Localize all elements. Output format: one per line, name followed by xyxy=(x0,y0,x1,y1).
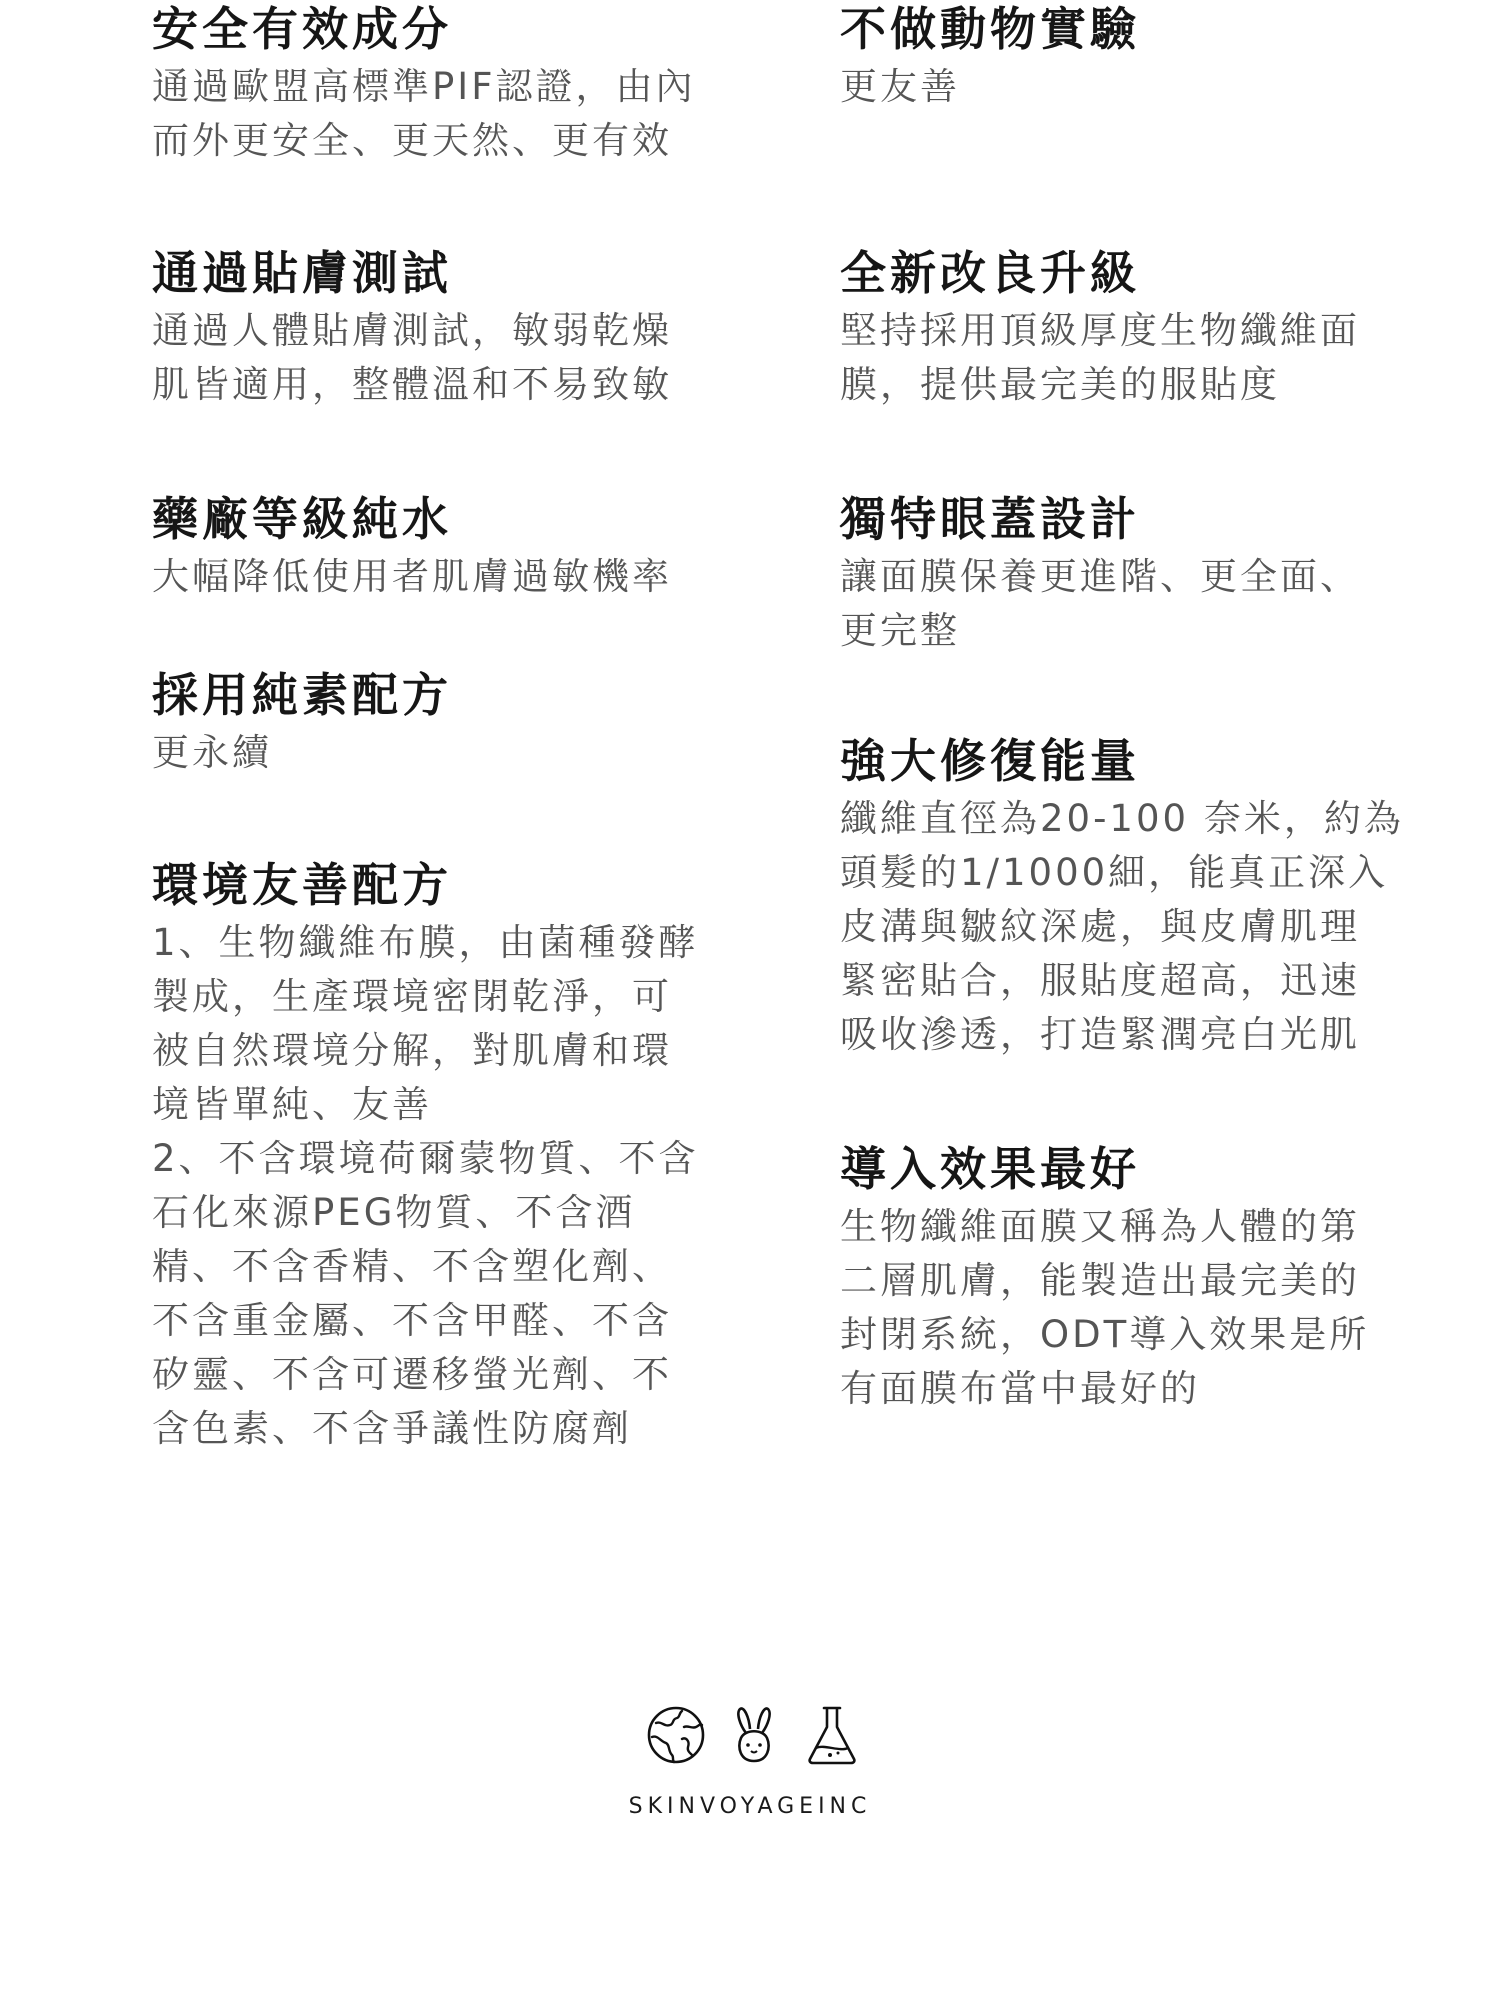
description-line: 堅持採用頂級厚度生物纖維面 xyxy=(840,309,1360,352)
description-line: 被自然環境分解，對肌膚和環 xyxy=(152,1029,672,1072)
description-line: 而外更安全、更天然、更有效 xyxy=(152,119,672,162)
feature-description xyxy=(152,916,699,1456)
footer-icon-row xyxy=(644,1700,864,1770)
description-line: 更完整 xyxy=(840,609,960,652)
feature-title: 通過貼膚測試 xyxy=(152,246,452,300)
brand-name: SKINVOYAGEINC xyxy=(628,1794,872,1819)
description-line: 境皆單純、友善 xyxy=(152,1083,432,1126)
description-line: 更友善 xyxy=(840,65,960,108)
feature-cruelty-free xyxy=(840,0,1380,114)
feature-best-absorption xyxy=(840,1140,1380,1416)
description-line: 生物纖維面膜又稱為人體的第 xyxy=(840,1205,1360,1248)
description-line: 纖維直徑為20-100 奈米，約為 xyxy=(840,797,1404,840)
description-line: 精、不含香精、不含塑化劑、 xyxy=(152,1245,672,1288)
feature-title: 環境友善配方 xyxy=(152,858,452,912)
feature-title: 獨特眼蓋設計 xyxy=(840,492,1140,546)
feature-description xyxy=(840,792,1404,1062)
feature-title: 導入效果最好 xyxy=(840,1142,1140,1196)
feature-description xyxy=(152,60,696,168)
description-line: 皮溝與皺紋深處，與皮膚肌理 xyxy=(840,905,1360,948)
description-line: 大幅降低使用者肌膚過敏機率 xyxy=(152,555,672,598)
feature-description xyxy=(152,304,692,412)
description-line: 通過人體貼膚測試，敏弱乾燥 xyxy=(152,309,672,352)
feature-safe-ingredients xyxy=(152,0,696,168)
flask-icon xyxy=(800,1703,864,1767)
description-line: 二層肌膚，能製造出最完美的 xyxy=(840,1259,1360,1302)
feature-vegan-formula xyxy=(152,666,692,780)
feature-title: 安全有效成分 xyxy=(152,2,452,56)
feature-title: 強大修復能量 xyxy=(840,734,1140,788)
description-line: 封閉系統，ODT導入效果是所 xyxy=(840,1313,1370,1356)
rabbit-icon xyxy=(722,1703,786,1767)
feature-title: 不做動物實驗 xyxy=(840,2,1140,56)
description-line: 吸收滲透，打造緊潤亮白光肌 xyxy=(840,1013,1360,1056)
feature-description xyxy=(152,550,692,604)
description-line: 通過歐盟高標準PIF認證，由內 xyxy=(152,65,696,108)
feature-pharma-water xyxy=(152,490,692,604)
description-line: 石化來源PEG物質、不含酒 xyxy=(152,1191,636,1234)
description-line: 不含重金屬、不含甲醛、不含 xyxy=(152,1299,672,1342)
globe-icon xyxy=(644,1703,708,1767)
feature-repair-power xyxy=(840,732,1404,1062)
feature-eye-cover-design xyxy=(840,490,1380,658)
feature-description xyxy=(840,550,1380,658)
feature-title: 藥廠等級純水 xyxy=(152,492,452,546)
description-line: 膜，提供最完美的服貼度 xyxy=(840,363,1280,406)
description-line: 2、不含環境荷爾蒙物質、不含 xyxy=(152,1137,699,1180)
feature-description xyxy=(840,304,1380,412)
feature-patch-test xyxy=(152,244,692,412)
feature-description xyxy=(152,726,692,780)
description-line: 頭髮的1/1000細，能真正深入 xyxy=(840,851,1389,894)
description-line: 肌皆適用，整體溫和不易致敏 xyxy=(152,363,672,406)
feature-title: 全新改良升級 xyxy=(840,246,1140,300)
description-line: 製成，生產環境密閉乾淨，可 xyxy=(152,975,672,1018)
description-line: 讓面膜保養更進階、更全面、 xyxy=(840,555,1360,598)
description-line: 矽靈、不含可遷移螢光劑、不 xyxy=(152,1353,672,1396)
description-line: 含色素、不含爭議性防腐劑 xyxy=(152,1407,632,1450)
description-line: 1、生物纖維布膜，由菌種發酵 xyxy=(152,921,699,964)
feature-eco-formula xyxy=(152,856,699,1456)
description-line: 更永續 xyxy=(152,731,272,774)
description-line: 有面膜布當中最好的 xyxy=(840,1367,1200,1410)
feature-title: 採用純素配方 xyxy=(152,668,452,722)
feature-upgrade xyxy=(840,244,1380,412)
description-line: 緊密貼合，服貼度超高，迅速 xyxy=(840,959,1360,1002)
feature-description xyxy=(840,1200,1380,1416)
feature-description xyxy=(840,60,1380,114)
